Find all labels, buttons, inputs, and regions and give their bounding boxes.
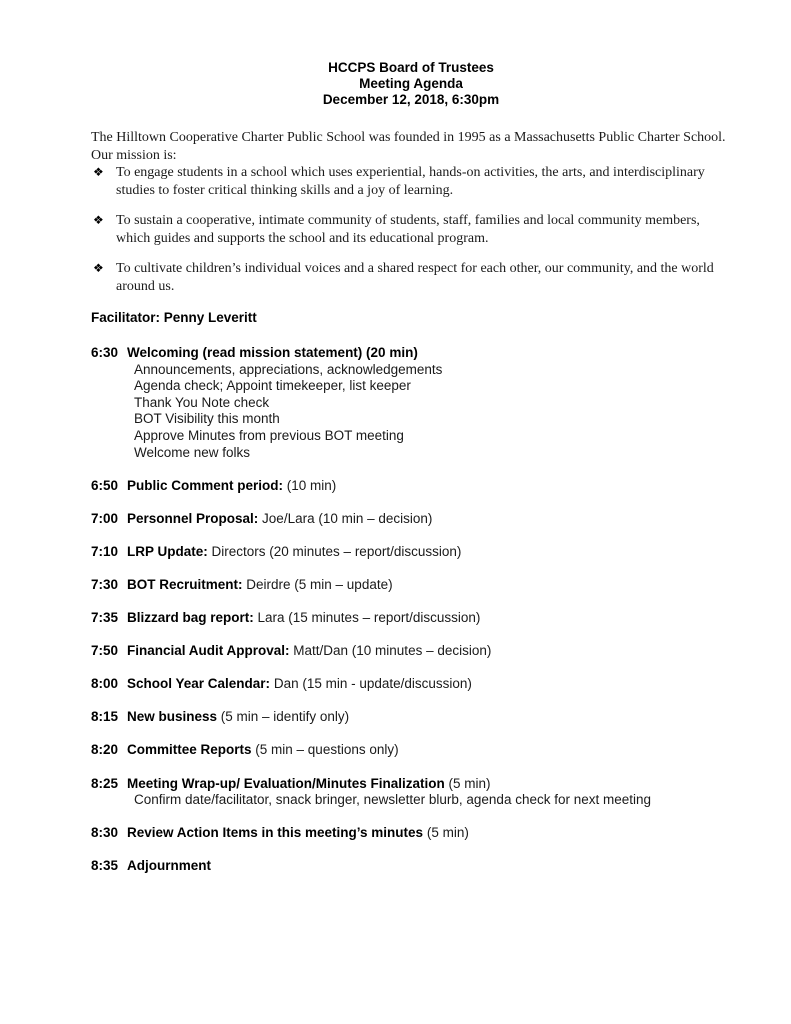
agenda-time: 7:30 <box>91 576 119 592</box>
agenda-item-title: Financial Audit Approval: <box>127 643 290 659</box>
agenda-time: 7:10 <box>91 543 119 559</box>
agenda-item-title: Personnel Proposal: <box>127 510 259 526</box>
mission-intro: The Hilltown Cooperative Charter Public School was founded in 1995 as a Massachusetts Public Charter School. Our mission is: <box>91 130 733 163</box>
agenda-list <box>91 345 731 875</box>
agenda-item-sublines <box>127 362 731 462</box>
agenda-item <box>91 858 731 875</box>
document-title: HCCPS Board of Trustees <box>328 60 494 75</box>
agenda-item-detail: Dan (15 min - update/discussion) <box>270 676 472 692</box>
document-header <box>91 60 731 108</box>
agenda-item-title: Committee Reports <box>127 742 252 758</box>
agenda-subline: Confirm date/facilitator, snack bringer, newsletter blurb, agenda check for next meeting <box>134 792 652 808</box>
agenda-item-content <box>127 825 731 842</box>
agenda-time: 7:00 <box>91 510 119 526</box>
agenda-item-content <box>127 709 731 726</box>
agenda-subline: BOT Visibility this month <box>134 411 280 427</box>
agenda-item-content <box>127 478 731 495</box>
agenda-subline: Approve Minutes from previous BOT meeting <box>134 427 404 443</box>
agenda-item-detail: Deirdre (5 min – update) <box>242 576 393 592</box>
mission-bullet-list <box>91 164 731 295</box>
agenda-item-detail: Directors (20 minutes – report/discussion) <box>207 543 462 559</box>
agenda-item-line <box>127 825 731 842</box>
document-date: December 12, 2018, 6:30pm <box>322 92 500 107</box>
agenda-item <box>91 643 731 660</box>
agenda-item-line <box>127 345 731 362</box>
agenda-item-sublines <box>127 792 731 809</box>
agenda-time: 8:35 <box>91 858 119 874</box>
document-subtitle: Meeting Agenda <box>359 76 463 91</box>
agenda-item-line <box>127 643 731 660</box>
agenda-item-line <box>127 511 731 528</box>
agenda-item <box>91 610 731 627</box>
agenda-item-title: School Year Calendar: <box>127 676 271 692</box>
agenda-item <box>91 544 731 561</box>
agenda-item <box>91 577 731 594</box>
agenda-item <box>91 478 731 495</box>
agenda-item-content <box>127 742 731 759</box>
agenda-item <box>91 742 731 759</box>
agenda-item-line <box>127 858 731 875</box>
agenda-time: 8:15 <box>91 709 119 725</box>
mission-bullet-text: To engage students in a school which uses experiential, hands-on activities, the arts, and interdisciplinary studies to foster critical thinking skills and a joy of learning. <box>116 165 709 198</box>
agenda-item-line <box>127 478 731 495</box>
agenda-item-content <box>127 610 731 627</box>
agenda-item-title: Review Action Items in this meeting’s minutes <box>127 825 424 841</box>
agenda-item-content <box>127 544 731 561</box>
agenda-item <box>91 345 731 461</box>
agenda-item-content <box>127 345 731 461</box>
agenda-item-detail: Lara (15 minutes – report/discussion) <box>253 610 481 626</box>
agenda-item-line <box>127 577 731 594</box>
agenda-item-line <box>127 709 731 726</box>
agenda-subline: Welcome new folks <box>134 444 251 460</box>
agenda-time: 6:50 <box>91 477 119 493</box>
agenda-item-detail: (10 min) <box>283 477 337 493</box>
mission-bullet <box>91 212 731 247</box>
agenda-item <box>91 776 731 809</box>
agenda-item-content <box>127 776 731 809</box>
mission-bullet-text: To cultivate children’s individual voices and a shared respect for each other, our community, and the world around us. <box>116 261 718 294</box>
agenda-item-line <box>127 544 731 561</box>
agenda-subline: Announcements, appreciations, acknowledgements <box>134 361 443 377</box>
agenda-time: 6:30 <box>91 345 119 360</box>
agenda-item-detail: (5 min) <box>423 825 469 841</box>
agenda-item-detail: Joe/Lara (10 min – decision) <box>258 510 433 526</box>
mission-bullet <box>91 260 731 295</box>
facilitator-line: Facilitator: Penny Leveritt <box>91 310 257 325</box>
mission-bullet-text: To sustain a cooperative, intimate community of students, staff, families and local community members, which guides and supports the school and its educational program. <box>116 213 704 246</box>
diamond-bullet-icon: ❖ <box>93 165 104 179</box>
agenda-item <box>91 709 731 726</box>
agenda-item-title: Public Comment period: <box>127 477 284 493</box>
agenda-time: 8:20 <box>91 742 119 758</box>
agenda-item-line <box>127 610 731 627</box>
agenda-time: 8:00 <box>91 676 119 692</box>
agenda-item-line <box>127 742 731 759</box>
agenda-item-detail: (5 min – questions only) <box>251 742 399 758</box>
agenda-time: 7:50 <box>91 643 119 659</box>
agenda-subline: Agenda check; Appoint timekeeper, list keeper <box>134 378 411 394</box>
agenda-item-title: Blizzard bag report: <box>127 610 254 626</box>
diamond-bullet-icon: ❖ <box>93 261 104 275</box>
agenda-item-title: LRP Update: <box>127 543 208 559</box>
agenda-item <box>91 511 731 528</box>
diamond-bullet-icon: ❖ <box>93 213 104 227</box>
agenda-item-content <box>127 511 731 528</box>
agenda-item-content <box>127 577 731 594</box>
agenda-item <box>91 825 731 842</box>
agenda-time: 7:35 <box>91 610 119 626</box>
agenda-time: 8:25 <box>91 775 119 791</box>
mission-bullet <box>91 164 731 199</box>
agenda-item-title: Meeting Wrap-up/ Evaluation/Minutes Finalization <box>127 775 445 791</box>
agenda-item-line <box>127 676 731 693</box>
agenda-subline: Thank You Note check <box>134 394 270 410</box>
agenda-item-title: Welcoming (read mission statement) (20 min) <box>127 345 418 360</box>
agenda-item-content <box>127 676 731 693</box>
agenda-item <box>91 676 731 693</box>
agenda-item-title: Adjournment <box>127 858 211 874</box>
agenda-item-content <box>127 858 731 875</box>
agenda-item-detail: (5 min) <box>444 775 491 791</box>
agenda-item-line <box>127 776 731 793</box>
agenda-time: 8:30 <box>91 825 119 841</box>
agenda-item-content <box>127 643 731 660</box>
agenda-item-detail: (5 min – identify only) <box>217 709 350 725</box>
agenda-item-detail: Matt/Dan (10 minutes – decision) <box>289 643 492 659</box>
agenda-item-title: New business <box>127 709 218 725</box>
agenda-item-title: BOT Recruitment: <box>127 576 243 592</box>
